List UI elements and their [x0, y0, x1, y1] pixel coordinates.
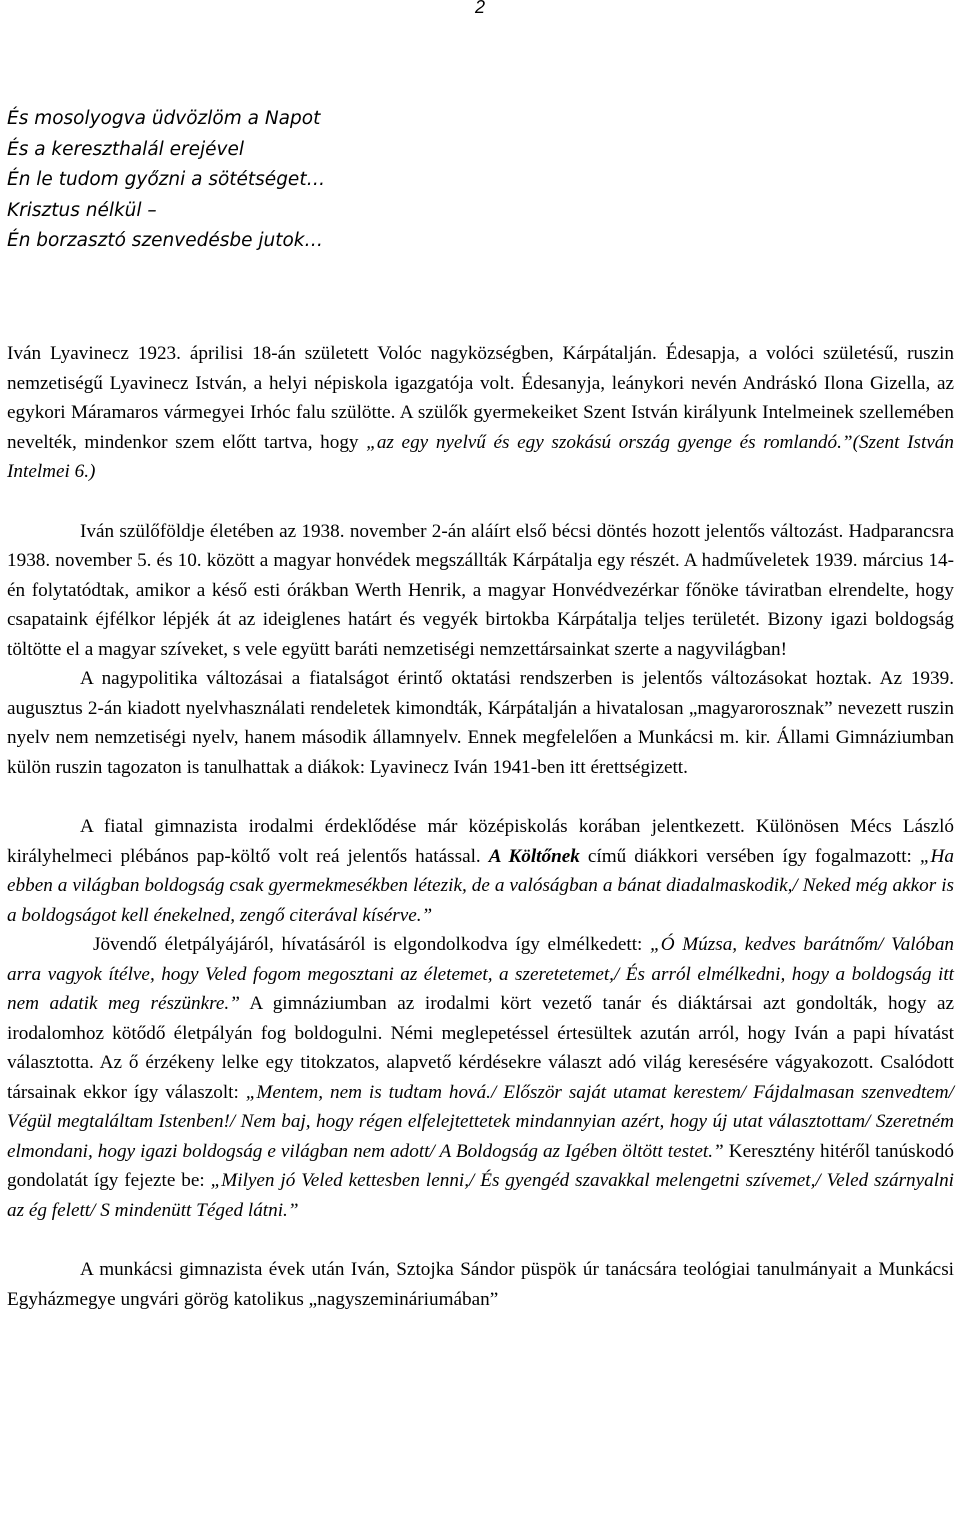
poem-line: Krisztus nélkül – — [7, 199, 157, 221]
poem-line: Én le tudom győzni a sötétséget… — [7, 169, 326, 190]
poem — [7, 104, 325, 257]
quote-intelmek: „az egy nyelvű és egy szokású ország gyenge és romlandó.”(Szent István Intelmei 6.) — [7, 431, 954, 482]
poem-line: És mosolyogva üdvözlöm a Napot — [7, 108, 321, 129]
quote-poem: „Ha ebben a világban boldogság csak gyermekmesékben létezik, de a valóságban a bánat diadalmaskodik,/ Neked még akkor is a boldogságot kell énekelned, zengő citerával kísérve.” — [7, 845, 954, 926]
paragraph-vienna-award: Iván szülőföldje életében az 1938. november 2-án aláírt első bécsi döntés hozott jelentős változást. Hadparancsra 1938. november 5. és 10. között a magyar honvédek megszállták Kárpátalja egy részét. A hadműveletek 1939. március 14-én folytatódtak, amikor a késő esti órákban Werth Henrik, a magyar Honvédvezérkar főnöke táviratban elrendelte, hogy csapataink éjfélkor lépjék át az ideiglenes határt és vegyék birtokba Kárpátalja teljes területét. Bizony igazi boldogság töltötte el a magyar szíveket, s vele együtt baráti nemzetiségi nemzettársainkat szerte a nagyvilágban! — [7, 520, 954, 660]
paragraph-education: A nagypolitika változásai a fiatalságot érintő oktatási rendszerben is jelentős változásokat hoztak. Az 1939. augusztus 2-án kiadott nyelvhasználati rendeletek kimondták, Kárpátalján a hivatalosan „magyarorosznak” nevezett ruszin nyelv nem nemzetiségi nyelv, hanem második államnyelv. Ennek megfelelően a Munkácsi m. kir. Állami Gimnáziumban külön ruszin tagozaton is tanulhattak a diákok: Lyavinecz Iván 1941-ben itt érettségizett. — [7, 668, 954, 778]
paragraph-seminary: A munkácsi gimnazista évek után Iván, Sztojka Sándor püspök úr tanácsára teológiai tanulmányait a Munkácsi Egyházmegye ungvári görög katolikus „nagyszemináriumában” — [7, 1259, 954, 1310]
quote-muse: „Ó Múzsa, kedves barátnőm/ Valóban arra vagyok ítélve, hogy Veled fogom megosztani az életemet, a szeretetemet,/ És arról elmélkedni, hogy a boldogság itt nem adatik meg részünkre.” — [7, 934, 955, 1014]
poem-title: A Költőnek — [488, 845, 580, 867]
paragraph-birth — [7, 339, 954, 487]
poem-line: Én borzasztó szenvedésbe jutok… — [7, 230, 324, 251]
quote-path: „Mentem, nem is tudtam hová./ Először saját utamat kerestem/ Fájdalmasan szenvedtem/ Végül megtaláltam Istenben!/ Nem baj, hogy régen elfelejtettetek mindannyian azért, hogy új utat választottam/ Szeretném elmondani, hogy igazi boldogság e világban nem adott/ A Boldogság az Igében öltött testet.” — [7, 1081, 954, 1162]
page-number: 2 — [474, 0, 485, 17]
poem-line: És a kereszthalál erejével — [7, 138, 245, 160]
paragraph-text: Iván Lyavinecz 1923. áprilisi 18-án született Volóc nagyközségben, Kárpátalján. Édesapja, a volóci születésű, ruszin nemzetiségű Lyavinecz István, a helyi népiskola igazgatója volt. Édesanyja, leánykori nevén Andráskó Ilona Gizella, az egykori Máramaros vármegyei Irhóc falu szülötte. A szülők gyermekeiket Szent István királyunk Intelmeinek szellemében nevelték, mindenkor szem előtt tartva, hogy — [7, 343, 954, 453]
paragraph-vocation: Jövendő életpályájáról, hívatásáról is elgondolkodva így elmélkedett: „Ó Múzsa, kedves barátnőm/ Valóban arra vagyok ítélve, hogy Veled fogom megosztani az életemet, a szeretetemet,/ És arról elmélkedni, hogy a boldogság itt nem adatik meg részünkre.” A gimnáziumban az irodalmi kört vezető tanár és diáktársai azt gondolták, hogy az irodalomhoz kötődő életpályán fog boldogulni. Némi meglepetéssel értesültek azután arról, hogy Iván a papi hívatást választotta. Az ő érzékeny lelke egy titokzatos, alapvető kérdésekre választ adó világ keresésére vágyakozott. Csalódott társainak ekkor így válaszolt: „Mentem, nem is tudtam hová./ Először saját utamat kerestem/ Fájdalmasan szenvedtem/ Végül megtaláltam Istenben!/ Nem baj, hogy régen elfelejtettetek mindannyian azért, hogy új utat választottam/ Szeretném elmondani, hogy igazi boldogság e világban nem adott/ A Boldogság az Igében öltött testet.” Keresztény hitéről tanúskodó gondolatát így fejezte be: „Milyen jó Veled kettesben lenni,/ És gyengéd szavakkal melengetni szívemet,/ Veled szárnyalni az ég felett/ S mindenütt Téged látni.” — [7, 934, 955, 1221]
document-body — [7, 339, 954, 1314]
paragraph-literary-interest: A fiatal gimnazista irodalmi érdeklődése már középiskolás korában jelentkezett. Különösen Mécs László királyhelmeci plébános pap-költő volt reá jelentős hatással. A Költőnek című diákkori versében így fogalmazott: „Ha ebben a világban boldogság csak gyermekmesékben létezik, de a valóságban a bánat diadalmaskodik,/ Neked még akkor is a boldogságot kell énekelned, zengő citerával kísérve.” — [7, 816, 954, 926]
quote-faith: „Milyen jó Veled kettesben lenni,/ És gyengéd szavakkal melengetni szívemet,/ Veled szárnyalni az ég felett/ S mindenütt Téged látni.” — [7, 1170, 955, 1221]
